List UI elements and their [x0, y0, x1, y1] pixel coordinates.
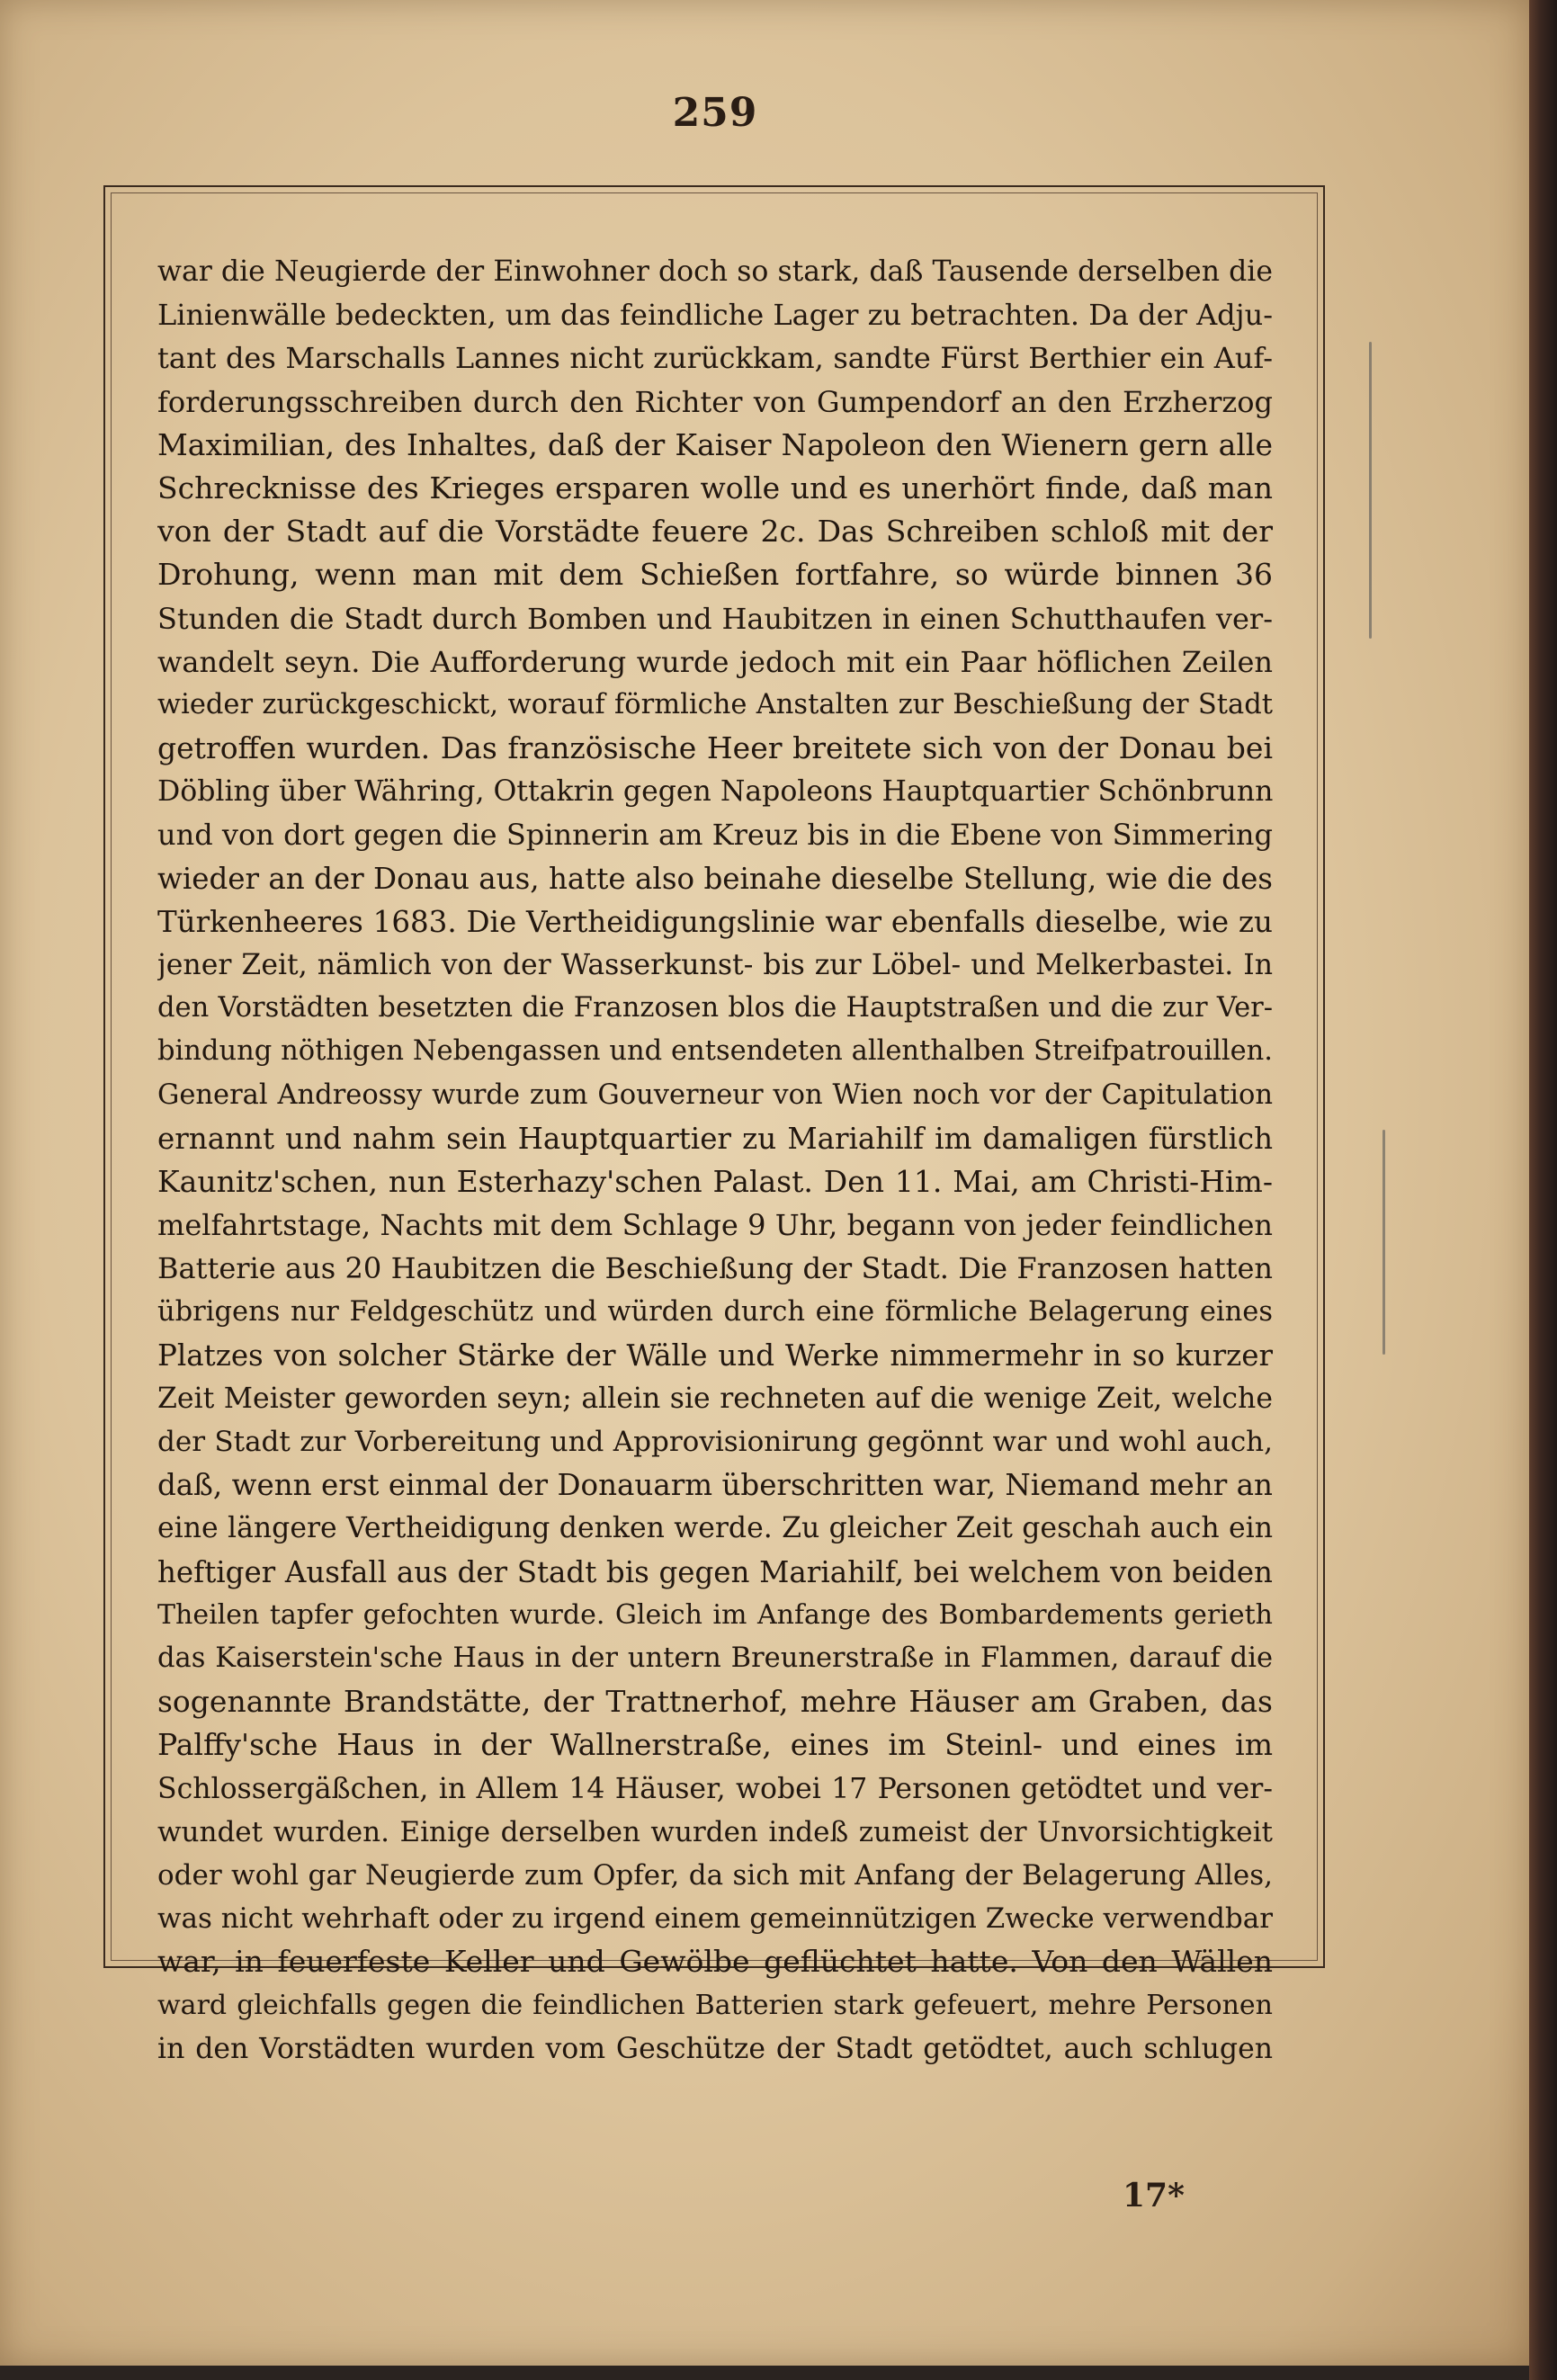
text-line: Palffy'sche Haus in der Wallnerstraße, eines im Steinl- und eines im — [157, 1727, 1273, 1763]
signature-mark: 17* — [1123, 2177, 1185, 2214]
text-line: Platzes von solcher Stärke der Wälle und Werke nimmermehr in so kurzer — [157, 1338, 1273, 1373]
text-line: jener Zeit, nämlich von der Wasserkunst- bis zur Löbel- und Melkerbastei. In — [157, 949, 1273, 981]
text-line: wandelt seyn. Die Aufforderung wurde jedoch mit ein Paar höflichen Zeilen — [157, 644, 1273, 679]
text-line: Batterie aus 20 Haubitzen die Beschießung der Stadt. Die Franzosen hatten — [157, 1251, 1273, 1286]
text-line: melfahrtstage, Nachts mit dem Schlage 9 Uhr, begann von jeder feindlichen — [157, 1208, 1273, 1243]
text-line: in den Vorstädten wurden vom Geschütze der Stadt getödtet, auch schlugen — [157, 2032, 1273, 2065]
text-line: Maximilian, des Inhaltes, daß der Kaiser Napoleon den Wienern gern alle — [157, 426, 1273, 462]
text-line: bindung nöthigen Nebengassen und entsendeten allenthalben Streifpatrouillen. — [157, 1035, 1273, 1068]
text-line: was nicht wehrhaft oder zu irgend einem gemeinnützigen Zwecke verwendbar — [157, 1902, 1273, 1936]
text-line: tant des Marschalls Lannes nicht zurückkam, sandte Fürst Berthier ein Auf- — [157, 341, 1273, 376]
text-line: Drohung, wenn man mit dem Schießen fortfahre, so würde binnen 36 — [157, 557, 1273, 593]
text-line: wieder zurückgeschickt, worauf förmliche Anstalten zur Beschießung der Stadt — [157, 688, 1273, 720]
text-line: und von dort gegen die Spinnerin am Kreuz bis in die Ebene von Simmering — [157, 818, 1273, 853]
text-line: Stunden die Stadt durch Bomben und Haubitzen in einen Schutthaufen ver- — [157, 601, 1273, 636]
text-line: daß, wenn erst einmal der Donauarm überschritten war, Niemand mehr an — [157, 1468, 1273, 1503]
text-line: ernannt und nahm sein Hauptquartier zu Mariahilf im damaligen fürstlich — [157, 1121, 1273, 1156]
text-line: der Stadt zur Vorbereitung und Approvisionirung gegönnt war und wohl auch, — [157, 1426, 1273, 1459]
text-line: wieder an der Donau aus, hatte also beinahe dieselbe Stellung, wie die des — [157, 861, 1273, 896]
text-line: war, in feuerfeste Keller und Gewölbe geflüchtet hatte. Von den Wällen — [157, 1944, 1273, 1980]
text-line: Schrecknisse des Krieges ersparen wolle und es unerhört finde, daß man — [157, 470, 1273, 506]
text-line: war die Neugierde der Einwohner doch so stark, daß Tausende derselben die — [157, 255, 1273, 288]
text-line: Theilen tapfer gefochten wurde. Gleich im Anfange des Bombardements gerieth — [157, 1598, 1273, 1631]
text-line: übrigens nur Feldgeschütz und würden durch eine förmliche Belagerung eines — [157, 1295, 1273, 1328]
text-line: Schlossergäßchen, in Allem 14 Häuser, wobei 17 Personen getödtet und ver- — [157, 1772, 1273, 1805]
text-line: eine längere Vertheidigung denken werde. Zu gleicher Zeit geschah auch ein — [157, 1512, 1273, 1545]
page-number: 259 — [672, 90, 758, 136]
text-line: forderungsschreiben durch den Richter von Gumpendorf an den Erzherzog — [157, 384, 1273, 419]
book-edge — [1529, 0, 1557, 2380]
text-line: Zeit Meister geworden seyn; allein sie rechneten auf die wenige Zeit, welche — [157, 1382, 1273, 1415]
text-line: getroffen wurden. Das französische Heer breitete sich von der Donau bei — [157, 730, 1273, 766]
text-line: ward gleichfalls gegen die feindlichen Batterien stark gefeuert, mehre Personen — [157, 1989, 1273, 2021]
text-line: sogenannte Brandstätte, der Trattnerhof, mehre Häuser am Graben, das — [157, 1684, 1273, 1720]
text-line: heftiger Ausfall aus der Stadt bis gegen Mariahilf, bei welchem von beiden — [157, 1554, 1273, 1589]
text-line: von der Stadt auf die Vorstädte feuere 2c. Das Schreiben schloß mit der — [157, 514, 1273, 550]
text-line: Kaunitz'schen, nun Esterhazy'schen Palast. Den 11. Mai, am Christi-Him- — [157, 1163, 1273, 1199]
pencil-margin-mark — [1369, 342, 1372, 639]
text-line: wundet wurden. Einige derselben wurden indeß zumeist der Unvorsichtigkeit — [157, 1815, 1273, 1848]
text-line: oder wohl gar Neugierde zum Opfer, da sich mit Anfang der Belagerung Alles, — [157, 1858, 1273, 1892]
text-line: Döbling über Währing, Ottakrin gegen Napoleons Hauptquartier Schönbrunn — [157, 775, 1273, 809]
text-line: Linienwälle bedeckten, um das feindliche Lager zu betrachten. Da der Adju- — [157, 298, 1273, 333]
body-text — [157, 250, 1273, 2071]
pencil-margin-mark — [1383, 1130, 1385, 1355]
text-line: Türkenheeres 1683. Die Vertheidigungslinie war ebenfalls dieselbe, wie zu — [157, 904, 1273, 939]
text-line: das Kaiserstein'sche Haus in der untern Breunerstraße in Flammen, darauf die — [157, 1642, 1273, 1674]
text-line: den Vorstädten besetzten die Franzosen blos die Hauptstraßen und die zur Ver- — [157, 992, 1273, 1024]
text-line: General Andreossy wurde zum Gouverneur von Wien noch vor der Capitulation — [157, 1078, 1273, 1111]
